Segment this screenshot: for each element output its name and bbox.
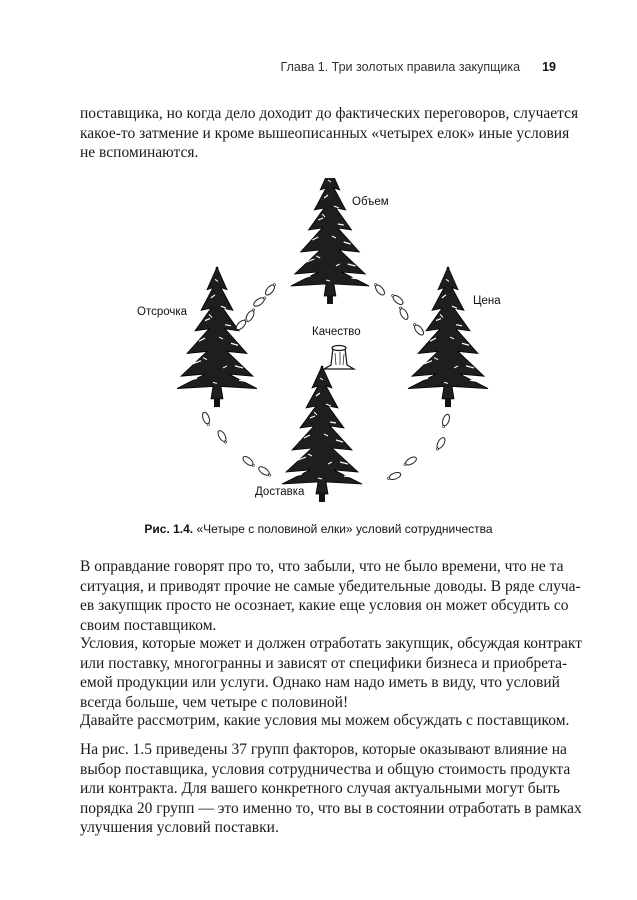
text-line: не вспоминаются. xyxy=(80,144,199,162)
text-line: Давайте рассмотрим, какие условия мы можем обсуждать с поставщиком. xyxy=(80,712,570,729)
label-price: Цена xyxy=(473,295,501,307)
footprints-lower-right xyxy=(386,413,450,481)
stump-icon xyxy=(324,346,354,370)
label-quality: Качество xyxy=(312,326,361,338)
text-line: Условия, которые может и должен отработать закупщик, обсуждая контракт xyxy=(80,635,583,652)
text-line: какое-то затмение и кроме вышеописанных «четырех елок» иные условия xyxy=(80,124,570,142)
chapter-title: Глава 1. Три золотых правила закупщика xyxy=(280,60,521,74)
footprints-upper-right xyxy=(373,282,426,337)
text-line: своим поставщиком. xyxy=(80,616,217,634)
text-line: всегда больше, чем четыре с половиной! xyxy=(80,693,349,711)
text-line: улучшения условий поставки. xyxy=(80,819,279,837)
label-deferral: Отсрочка xyxy=(137,306,188,318)
text-line: емой продукции или услуги. Однако нам надо иметь в виду, что условий xyxy=(80,674,560,692)
text-line: ситуация, и приводят прочие не самые убедительные доводы. В ряде случа- xyxy=(80,577,581,595)
label-delivery: Доставка xyxy=(255,486,305,498)
caption-number: Рис. 1.4. xyxy=(144,522,194,536)
tree-price xyxy=(408,267,488,407)
text-line: или контракта. Для вашего конкретного случая актуальными могут быть xyxy=(80,780,560,798)
text-line: На рис. 1.5 приведены 37 групп факторов, которые оказывают влияние на xyxy=(80,741,567,758)
paragraph-4 xyxy=(80,711,570,731)
figure-caption xyxy=(0,522,637,536)
tree-delivery xyxy=(282,366,362,502)
paragraph-5 xyxy=(80,740,582,838)
paragraph-3 xyxy=(80,634,583,712)
text-line: В оправдание говорят про то, что забыли, что не было времени, что не та xyxy=(80,558,564,575)
footprints-upper-left xyxy=(235,282,278,331)
page-number: 19 xyxy=(542,60,556,74)
fir-trees-illustration xyxy=(100,178,540,508)
text-line: ев закупщик просто не осознает, какие еще условия он может обсудить со xyxy=(80,597,569,615)
caption-text: «Четыре с половиной елки» условий сотрудничества xyxy=(196,522,493,536)
footprints-lower-left xyxy=(201,411,272,478)
paragraph-1 xyxy=(80,104,579,163)
paragraph-2 xyxy=(80,557,581,635)
text-line: порядка 20 групп — это именно то, что вы в состоянии отработать в рамках xyxy=(80,799,582,817)
running-header xyxy=(0,60,556,74)
text-line: поставщика, но когда дело доходит до фактических переговоров, случается xyxy=(80,105,579,122)
text-line: выбор поставщика, условия сотрудничества и общую стоимость продукта xyxy=(80,760,571,778)
tree-deferral xyxy=(177,267,257,407)
text-line: или поставку, многогранны и зависят от специфики бизнеса и приобрета- xyxy=(80,654,568,672)
label-volume: Объем xyxy=(352,196,389,208)
figure-1-4 xyxy=(100,178,540,508)
